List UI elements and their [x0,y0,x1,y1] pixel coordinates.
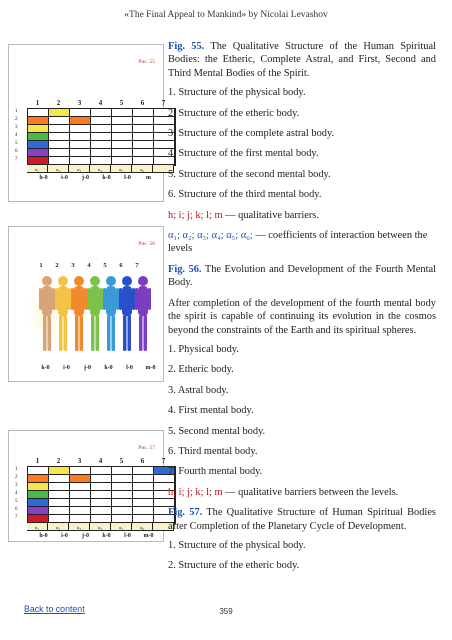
list-item: 4. Structure of the first mental body. [168,148,319,160]
figure-57-cells [27,466,176,524]
list-item: 2. Structure of the etheric body. [168,560,300,572]
figure-57-coefficients: α₁ α₂ α₃ α₄ α₅ α₆ [27,522,174,531]
figure-55-row-numbers: 1 2 3 4 5 6 7 [15,109,18,162]
figure-57 [8,430,164,542]
figure-57-column-numbers: 1 2 3 4 5 6 7 [35,457,166,465]
barriers-note: h; i; j; k; l; m — qualitative barriers between the levels. [168,486,399,498]
figure-56-number: Рис. 56 [138,241,155,247]
running-header: «The Final Appeal to Mankind» by Nicolai Levashov [124,10,328,20]
list-item: 6. Third mental body. [168,445,258,457]
paragraph: After completion of the development of the fourth mental body the spirit is capable of continuing its evolution in the cosmos beyond the constraints of the Earth and its spiritual spheres. [168,297,436,336]
figure-55-coefficients: α₁ α₂ α₃ α₄ α₅ α₆ [27,164,174,173]
figure-57-caption: Fig. 57. The Qualitative Structure of Human Spiritual Bodies after Completion of the Planetary Cycle of Development. [168,507,436,532]
list-item: 4. First mental body. [168,405,254,417]
list-item: 1. Physical body. [168,343,239,355]
figure-55-number: Рис. 55 [138,59,155,65]
list-item: 6. Structure of the third mental body. [168,189,322,201]
list-item: 5. Structure of the second mental body. [168,168,331,180]
figure-57-barrier-labels: h-0 i-0 j-0 k-0 l-0 m-0 [39,533,154,539]
body-text-column [168,40,436,573]
list-item: 2. Structure of the etheric body. [168,107,300,119]
back-to-content-link[interactable]: Back to content [24,604,85,614]
human-bodies-illustration [25,269,155,369]
list-item: 5. Second mental body. [168,425,266,437]
figure-55 [8,44,164,202]
list-item: 1. Structure of the physical body. [168,87,306,99]
figure-56 [8,226,164,382]
figure-55-barrier-labels: h-0 i-0 j-0 k-0 l-0 m [39,175,151,181]
coefficients-note: α₁; α₂; α₃; α₄; α₅; α₆; — coefficients of interaction between the levels [168,230,428,255]
list-item: 3. Astral body. [168,384,229,396]
list-item: 3. Structure of the complete astral body. [168,128,335,140]
figure-57-row-numbers: 1 2 3 4 5 6 7 [15,467,18,520]
figure-56-barrier-labels: k-0 i-0 j-0 k-0 l-0 m-0 [41,365,156,371]
figure-57-number: Рис. 57 [138,445,155,451]
list-item: 1. Structure of the physical body. [168,539,306,551]
figure-56-caption: Fig. 56. The Evolution and Development of the Fourth Mental Body. [168,263,436,289]
page-number: 359 [219,607,233,616]
list-item: 2. Etheric body. [168,364,234,376]
list-item: 7. Fourth mental body. [168,466,263,478]
figure-55-column-numbers: 1 2 3 4 5 6 7 [35,99,166,107]
figure-55-cells [27,108,176,166]
figure-56-body-numbers: 1 2 3 4 5 6 7 [39,262,139,269]
figure-55-caption: Fig. 55. The Qualitative Structure of the Human Spiritual Bodies: the Etheric, Complete Astral, and First, Second and Third Mental Bodies of the Spirit. [168,41,436,79]
barriers-note: h; i; j; k; l; m — qualitative barriers. [168,209,319,221]
